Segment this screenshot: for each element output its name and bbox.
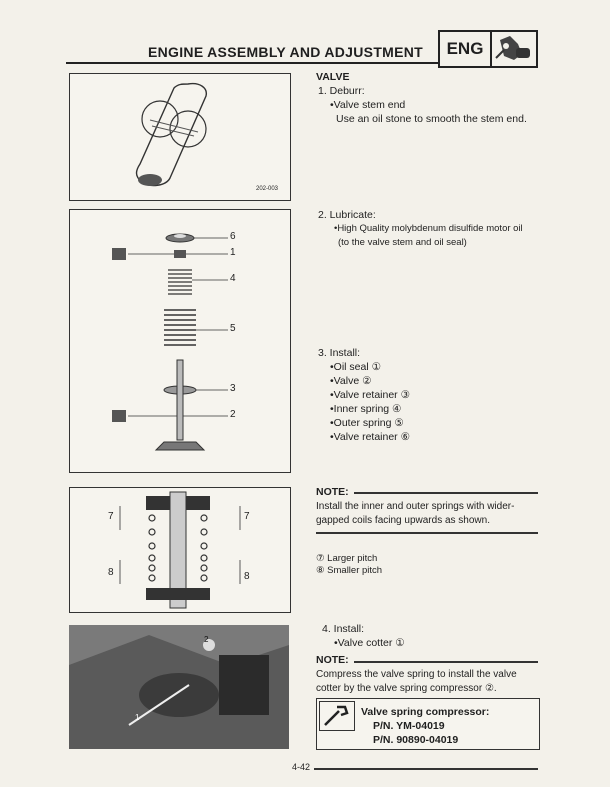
callout-1: 1 <box>135 713 140 722</box>
step1-label: 1. Deburr: <box>318 85 365 97</box>
callout-5: 5 <box>230 323 236 334</box>
step4-label: 4. Install: <box>322 623 365 635</box>
note2-label: NOTE: <box>316 654 349 666</box>
callout-6: 6 <box>230 231 236 242</box>
figure-spring-pitch <box>69 487 291 613</box>
step1-item: •Valve stem end <box>330 99 406 111</box>
pitch-larger: ⑦ Larger pitch <box>316 553 378 564</box>
cotter-photo-drawing <box>69 625 289 749</box>
page-title: ENGINE ASSEMBLY AND ADJUSTMENT <box>148 44 424 60</box>
engine-icon <box>492 34 534 64</box>
figure-cotter-photo <box>69 625 289 749</box>
section-heading: VALVE <box>316 71 350 83</box>
tool-pn2: P/N. 90890-04019 <box>373 734 459 746</box>
note1-line2: gapped coils facing upwards as shown. <box>316 515 490 526</box>
footer-rule <box>314 768 538 770</box>
callout-4: 4 <box>230 273 236 284</box>
step3-item-valve-retainer-top: •Valve retainer ⑥ <box>330 431 411 443</box>
callout-8-left: 8 <box>108 567 114 578</box>
step3-item-valve-retainer: •Valve retainer ③ <box>330 389 411 401</box>
callout-1: 1 <box>230 247 236 258</box>
valve-assembly-drawing <box>70 210 290 472</box>
step3-item-inner-spring: •Inner spring ④ <box>330 403 402 415</box>
page-number: 4-42 <box>292 762 311 772</box>
section-badge <box>438 30 538 68</box>
figure-code: 202-003 <box>256 186 279 192</box>
note2-rule-top <box>354 661 538 663</box>
step2-item: •High Quality molybdenum disulfide motor oil <box>334 223 523 234</box>
wrench-icon <box>319 701 355 731</box>
step3-item-outer-spring: •Outer spring ⑤ <box>330 417 404 429</box>
step3-item-valve: •Valve ② <box>330 375 372 387</box>
tool-pn1: P/N. YM-04019 <box>373 720 445 732</box>
note2-line1: Compress the valve spring to install the valve <box>316 669 517 680</box>
step4-item: •Valve cotter ① <box>334 637 405 649</box>
pitch-smaller: ⑧ Smaller pitch <box>316 565 383 576</box>
tool-title: Valve spring compressor: <box>361 706 490 718</box>
callout-7-left: 7 <box>108 511 114 522</box>
section-badge-label: ENG <box>440 32 492 66</box>
callout-8-right: 8 <box>244 571 250 582</box>
note1-line1: Install the inner and outer springs with wider- <box>316 501 515 512</box>
step1-text: Use an oil stone to smooth the stem end. <box>336 113 527 125</box>
callout-2: 2 <box>204 635 209 644</box>
step3-item-oil-seal: •Oil seal ① <box>330 361 382 373</box>
spring-pitch-drawing <box>70 488 290 612</box>
callout-7-right: 7 <box>244 511 250 522</box>
note1-rule-top <box>354 492 538 494</box>
step2-text: (to the valve stem and oil seal) <box>338 237 467 248</box>
note1-label: NOTE: <box>316 486 349 498</box>
valve-stem-drawing <box>70 74 290 200</box>
figure-valve-stem <box>69 73 291 201</box>
tool-box <box>316 698 540 750</box>
step3-label: 3. Install: <box>318 347 361 359</box>
callout-2: 2 <box>230 409 236 420</box>
figure-valve-assembly <box>69 209 291 473</box>
note2-line2: cotter by the valve spring compressor ②. <box>316 683 497 694</box>
step2-label: 2. Lubricate: <box>318 209 376 221</box>
note1-rule-bottom <box>316 532 538 534</box>
callout-3: 3 <box>230 383 236 394</box>
